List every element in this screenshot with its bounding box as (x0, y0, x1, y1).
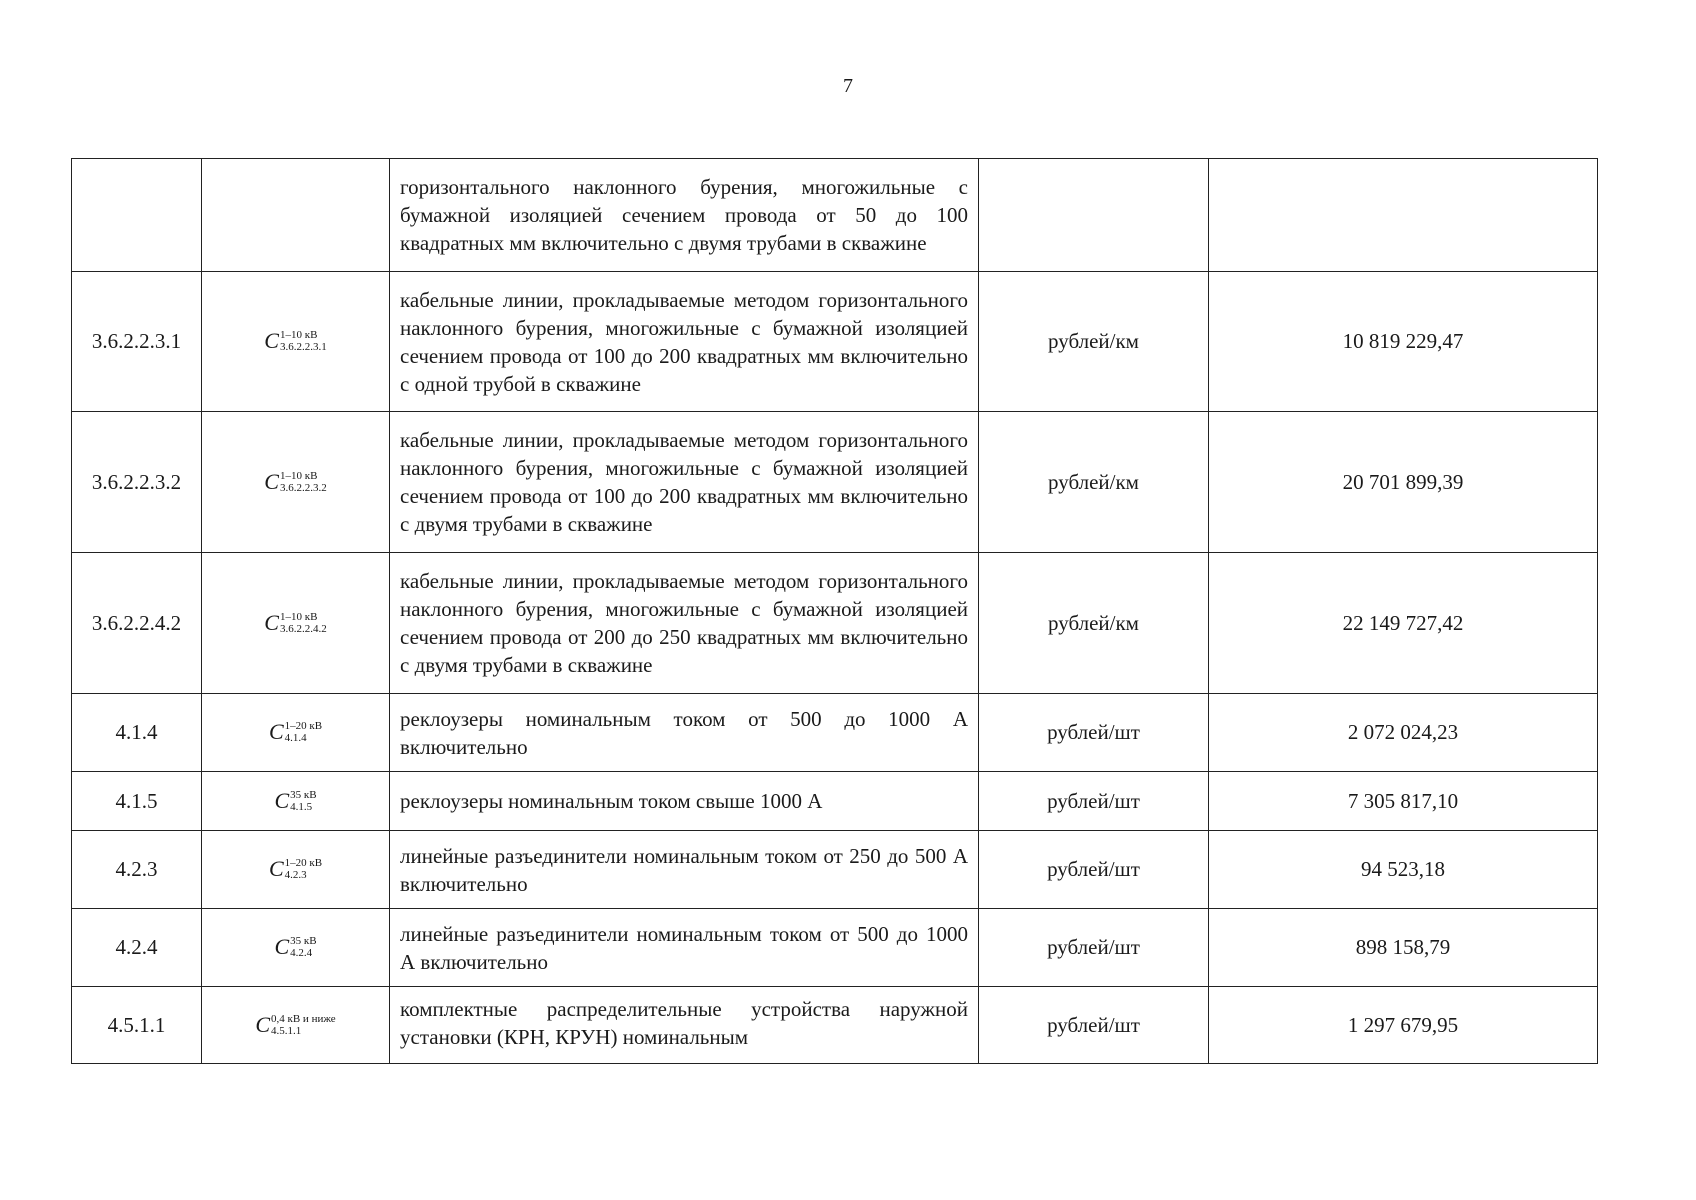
item-description: кабельные линии, прокладываемые методом горизонтального наклонного бурения, многожильные с бумажной изоляцией сечением провода от 100 до 200 квадратных мм включительно с двумя трубами в скважине (400, 428, 968, 536)
formula-superscript: 1–10 кВ (279, 329, 318, 341)
item-number: 3.6.2.2.3.2 (72, 412, 202, 553)
formula-subscript: 4.5.1.1 (271, 1024, 302, 1037)
item-description: кабельные линии, прокладываемые методом горизонтального наклонного бурения, многожильные с бумажной изоляцией сечением провода от 200 до 250 квадратных мм включительно с двумя трубами в скважине (400, 569, 968, 677)
item-number: 4.2.3 (72, 831, 202, 909)
unit: рублей/шт (979, 831, 1209, 909)
rate-formula (269, 720, 322, 744)
rate-code (202, 553, 390, 694)
formula-symbol: C (264, 609, 279, 635)
formula-subscript: 4.2.3 (284, 869, 307, 881)
unit: рублей/шт (979, 772, 1209, 831)
rate-code (202, 694, 390, 772)
item-description: реклоузеры номинальным током свыше 1000 А (400, 789, 823, 813)
formula-symbol: C (264, 328, 279, 353)
rate-value: 94 523,18 (1209, 831, 1598, 909)
item-number: 4.2.4 (72, 909, 202, 987)
table-row (72, 694, 1598, 772)
page-number: 7 (843, 75, 853, 97)
rate-value: 10 819 229,47 (1209, 272, 1598, 412)
rate-formula (264, 329, 326, 353)
rate-code (202, 987, 390, 1064)
unit: рублей/км (979, 412, 1209, 553)
formula-symbol: C (268, 719, 284, 744)
formula-subscript: 3.6.2.2.3.2 (279, 481, 327, 494)
rate-value: 2 072 024,23 (1209, 694, 1598, 772)
item-number (72, 159, 202, 272)
rate-value: 1 297 679,95 (1209, 987, 1598, 1064)
table-row (72, 987, 1598, 1064)
unit (979, 159, 1209, 272)
item-description: линейные разъединители номинальным током от 250 до 500 А включительно (400, 843, 968, 896)
formula-symbol: C (274, 934, 290, 959)
item-description: реклоузеры номинальным током от 500 до 1000 А включительно (400, 706, 968, 759)
rates-table (71, 158, 1598, 1064)
formula-subscript: 3.6.2.2.3.1 (279, 341, 327, 353)
item-number: 3.6.2.2.4.2 (72, 553, 202, 694)
table-row (72, 553, 1598, 694)
rate-code (202, 831, 390, 909)
formula-superscript: 1–10 кВ (279, 469, 318, 482)
rate-value: 20 701 899,39 (1209, 412, 1598, 553)
rate-code (202, 272, 390, 412)
formula-symbol: C (274, 787, 290, 813)
rate-formula (264, 470, 326, 494)
formula-superscript: 1–10 кВ (279, 610, 318, 623)
item-number: 3.6.2.2.3.1 (72, 272, 202, 412)
rate-value: 7 305 817,10 (1209, 772, 1598, 831)
table-row (72, 159, 1598, 272)
formula-subscript: 4.1.4 (284, 732, 307, 744)
item-description-cell (390, 159, 979, 272)
item-description-cell (390, 772, 979, 831)
item-number: 4.5.1.1 (72, 987, 202, 1064)
formula-symbol: C (268, 856, 284, 881)
table-row (72, 272, 1598, 412)
rate-value: 898 158,79 (1209, 909, 1598, 987)
rate-formula (274, 789, 316, 813)
item-description-cell (390, 831, 979, 909)
formula-subscript: 3.6.2.2.4.2 (279, 622, 327, 635)
rate-code (202, 909, 390, 987)
table-row (72, 831, 1598, 909)
item-description-cell (390, 412, 979, 553)
rate-formula (255, 1013, 335, 1037)
item-description-cell (390, 909, 979, 987)
formula-symbol: C (255, 1011, 270, 1037)
rate-formula (274, 935, 316, 959)
item-number: 4.1.4 (72, 694, 202, 772)
formula-subscript: 4.1.5 (290, 800, 313, 813)
table-row (72, 412, 1598, 553)
item-number: 4.1.5 (72, 772, 202, 831)
rate-value: 22 149 727,42 (1209, 553, 1598, 694)
formula-superscript: 1–20 кВ (284, 720, 323, 732)
item-description: комплектные распределительные устройства наружной установки (КРН, КРУН) номинальным (400, 997, 968, 1049)
formula-symbol: C (264, 468, 279, 494)
rate-formula (269, 857, 322, 881)
item-description-cell (390, 553, 979, 694)
unit: рублей/км (979, 272, 1209, 412)
item-description-cell (390, 987, 979, 1064)
formula-superscript: 35 кВ (290, 788, 317, 801)
formula-subscript: 4.2.4 (290, 947, 313, 959)
formula-superscript: 35 кВ (290, 935, 317, 947)
table-row (72, 909, 1598, 987)
table-row (72, 772, 1598, 831)
rate-code (202, 159, 390, 272)
item-description-cell (390, 272, 979, 412)
unit: рублей/шт (979, 909, 1209, 987)
unit: рублей/шт (979, 987, 1209, 1064)
formula-superscript: 0,4 кВ и ниже (271, 1012, 336, 1025)
item-description: линейные разъединители номинальным током от 500 до 1000 А включительно (400, 921, 968, 974)
unit: рублей/шт (979, 694, 1209, 772)
rate-formula (264, 611, 326, 635)
rate-value (1209, 159, 1598, 272)
unit: рублей/км (979, 553, 1209, 694)
formula-superscript: 1–20 кВ (284, 857, 323, 869)
rate-code (202, 772, 390, 831)
rate-code (202, 412, 390, 553)
item-description: горизонтального наклонного бурения, многожильные с бумажной изоляцией сечением провода от 50 до 100 квадратных мм включительно с двумя трубами в скважине (400, 175, 968, 255)
item-description-cell (390, 694, 979, 772)
item-description: кабельные линии, прокладываемые методом горизонтального наклонного бурения, многожильные с бумажной изоляцией сечением провода от 100 до 200 квадратных мм включительно с одной трубой в скважине (400, 287, 968, 396)
